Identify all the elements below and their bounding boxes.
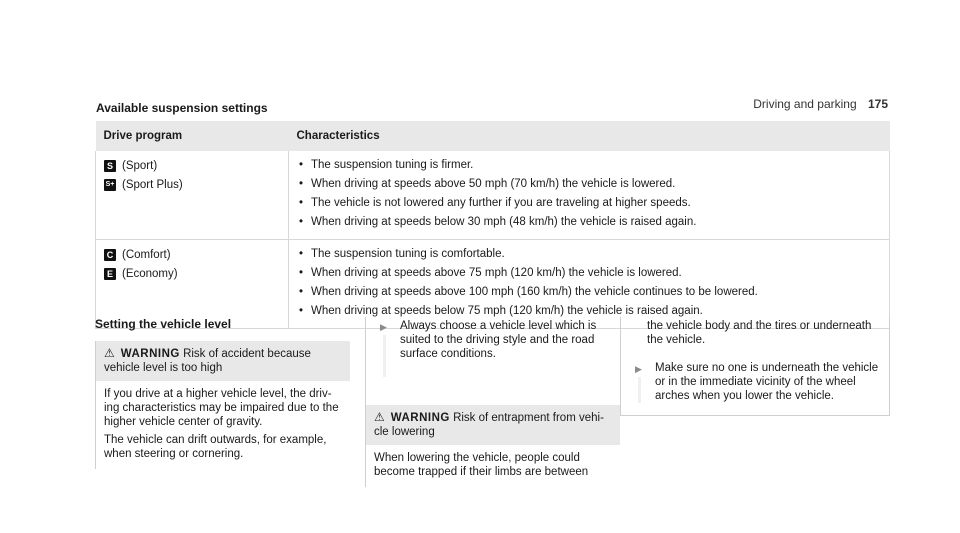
warning-body	[366, 445, 620, 487]
warning-text: If you drive at a higher vehicle level, the driv-ing characteristics may be impaired due to the higher vehicle center of gravity.	[104, 388, 339, 428]
warning-label: WARNING	[390, 412, 450, 424]
list-item: • When driving at speeds below 75 mph (120 km/h) the vehicle is raised again.	[297, 303, 881, 322]
warning-body	[96, 381, 350, 469]
economy-mode-icon: E	[104, 268, 116, 280]
list-item: • When driving at speeds below 30 mph (48 km/h) the vehicle is raised again.	[297, 214, 881, 233]
warning-triangle-icon: ⚠	[374, 410, 385, 424]
list-item: • When driving at speeds above 50 mph (70 km/h) the vehicle is lowered.	[297, 176, 881, 195]
warning-continuation-box	[620, 317, 890, 416]
mode-label: (Sport Plus)	[122, 178, 183, 191]
mode-label: (Comfort)	[122, 248, 171, 261]
column-3	[620, 317, 890, 416]
section-name: Driving and parking	[753, 97, 857, 111]
step-arrow-icon: ▶	[635, 364, 642, 374]
drive-program-cell	[96, 151, 289, 240]
characteristics-cell	[289, 240, 890, 329]
table-title: Available suspension settings	[96, 101, 268, 115]
sport-plus-mode-icon: S+	[104, 179, 116, 191]
header-characteristics: Characteristics	[289, 121, 890, 151]
warning-heading: Risk of entrapment from vehi-cle lowering	[374, 412, 604, 438]
continuation-text: the vehicle body and the tires or underneath the vehicle.	[647, 320, 872, 346]
mode-sport	[104, 157, 280, 174]
section-heading: Setting the vehicle level	[95, 317, 232, 331]
warning-header	[96, 341, 350, 381]
mode-comfort	[104, 246, 280, 263]
characteristics-cell	[289, 151, 890, 240]
drive-program-cell	[96, 240, 289, 329]
mode-label: (Economy)	[122, 267, 178, 280]
mode-sport-plus	[104, 176, 280, 193]
comfort-mode-icon: C	[104, 249, 116, 261]
warning-text: The vehicle can drift outwards, for example, when steering or cornering.	[104, 434, 327, 460]
warning-header	[366, 405, 620, 445]
warning-box	[95, 341, 350, 469]
table-row	[96, 151, 890, 240]
mode-economy	[104, 265, 280, 282]
instruction-step	[365, 317, 620, 383]
list-item: • The suspension tuning is firmer.	[297, 157, 881, 176]
mode-label: (Sport)	[122, 159, 158, 172]
table-row	[96, 240, 890, 329]
column-2	[365, 317, 620, 487]
instruction-step	[621, 359, 889, 409]
warning-triangle-icon: ⚠	[104, 346, 115, 360]
sport-mode-icon: S	[104, 160, 116, 172]
list-item: • The suspension tuning is comfortable.	[297, 246, 881, 265]
page-number: 175	[867, 97, 888, 111]
instruction-text: Always choose a vehicle level which is suited to the driving style and the road surface conditions.	[400, 320, 597, 360]
list-item: • When driving at speeds above 100 mph (160 km/h) the vehicle continues to be lowered.	[297, 284, 881, 303]
step-bar	[383, 335, 386, 377]
step-arrow-icon: ▶	[380, 322, 387, 332]
page-header	[753, 97, 888, 111]
list-item: • The vehicle is not lowered any further if you are traveling at higher speeds.	[297, 195, 881, 214]
step-bar	[638, 377, 641, 403]
instruction-text: Make sure no one is underneath the vehicle or in the immediate vicinity of the wheel arches when you lower the vehicle.	[655, 362, 879, 402]
warning-label: WARNING	[120, 348, 180, 360]
header-drive-program: Drive program	[96, 121, 289, 151]
column-1	[95, 317, 350, 469]
suspension-table	[95, 121, 890, 329]
warning-box	[365, 383, 620, 487]
warning-text: When lowering the vehicle, people could become trapped if their limbs are between	[374, 452, 589, 478]
warning-heading: Risk of accident because vehicle level is too high	[104, 348, 311, 374]
list-item: • When driving at speeds above 75 mph (120 km/h) the vehicle is lowered.	[297, 265, 881, 284]
